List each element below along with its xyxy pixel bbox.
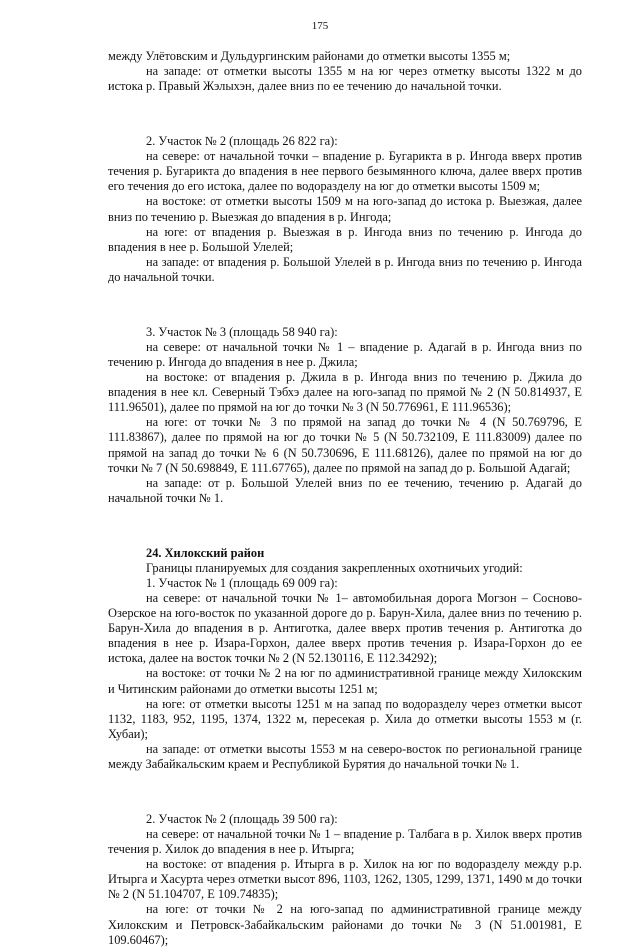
paragraph: 3. Участок № 3 (площадь 58 940 га): bbox=[146, 324, 338, 339]
paragraph: на севере: от начальной точки № 1 – впадение р. Талбага в р. Хилок вверх против течения р. Хилок до впадения в нее р. Итырга; bbox=[108, 826, 582, 857]
paragraph: Границы планируемых для создания закрепленных охотничьих угодий: bbox=[146, 560, 523, 575]
paragraph: на юге: от точки № 2 на юго-запад по административной границе между Хилокским и Петровск-Забайкальским районами до точки № 3 (N 51.001981, E 109.60467); bbox=[108, 902, 582, 947]
paragraph: 2. Участок № 2 (площадь 39 500 га): bbox=[146, 811, 338, 826]
paragraph-gap bbox=[108, 518, 582, 533]
paragraph: на востоке: от впадения р. Итырга в р. Хилок на юг по водоразделу между р.р. Итырга и Хасурта через отметки высот 896, 1103, 1262, 1305, 1299, 1371, 1490 м до точки № 2 (N 51.104707, E 109.74835); bbox=[108, 857, 582, 902]
paragraph-gap bbox=[108, 107, 582, 122]
page-number: 175 bbox=[311, 20, 329, 32]
paragraph: на востоке: от отметки высоты 1509 м на юго-запад до истока р. Выезжая, далее вниз по течению р. Выезжая до впадения в р. Ингода; bbox=[108, 194, 582, 224]
paragraph: на севере: от начальной точки – впадение р. Бугарикта в р. Ингода вверх против течения р. Бугарикта до впадения в нее первого безымянного ключа, далее вверх против его течения до его истока, далее по водоразделу на юг до отметки высоты 1509 м; bbox=[108, 149, 582, 194]
paragraph: на западе: от впадения р. Большой Улелей в р. Ингода вниз по течению р. Ингода до начальной точки. bbox=[108, 254, 582, 284]
paragraph: между Улётовским и Дульдургинским районами до отметки высоты 1355 м; bbox=[108, 49, 511, 63]
section-heading: 24. Хилокский район bbox=[146, 545, 265, 560]
paragraph: на западе: от отметки высоты 1355 м на юг через отметку высоты 1322 м до истока р. Правый Жэлыхэн, далее вниз по ее течению до начальной точки. bbox=[108, 64, 582, 94]
paragraph: на юге: от точки № 3 по прямой на запад до точки № 4 (N 50.769796, E 111.83867), далее по прямой на юг до точки № 5 (N 50.732109, E 111.83009) далее по прямой на запад до точки № 6 (N 50.730696, E 111.68126), далее по прямой на юг до точки № 7 (N 50.698849, E 111.67765), далее по прямой на запад до р. Большой Адагай; bbox=[108, 415, 582, 475]
paragraph: на западе: от отметки высоты 1553 м на северо-восток по региональной границе между Забайкальским краем и Республикой Бурятия до начальной точки № 1. bbox=[108, 741, 582, 771]
paragraph: на востоке: от впадения р. Джила в р. Ингода вниз по течению р. Джила до впадения в нее кл. Северный Тэбхэ далее на юго-запад по прямой № 2 (N 50.814937, E 111.96501), далее по прямой на юг до точки № 3 (N 50.776961, E 111.96536); bbox=[108, 370, 582, 415]
paragraph-gap bbox=[108, 784, 582, 799]
paragraph: на юге: от впадения р. Выезжая в р. Ингода вниз по течению р. Ингода до впадения в нее р. Большой Улелей; bbox=[108, 224, 582, 254]
paragraph: на юге: от отметки высоты 1251 м на запад по водоразделу через отметки высот 1132, 1183, 952, 1195, 1374, 1322 м, пересекая р. Хила до отметки высоты 1553 м (г. Хубаи); bbox=[108, 696, 582, 741]
paragraph: на севере: от начальной точки № 1– автомобильная дорога Могзон – Сосново-Озерское на юго-восток по указанной дороге до р. Барун-Хила, далее вниз по течению р. Барун-Хила до впадения в р. Антиготка, далее вверх против течения р. Антиготка до впадения в нее р. Изара-Горхон, далее вверх против течения р. Изара-Горхон до ее истока, далее на восток точки № 2 (N 52.130116, E 112.34292); bbox=[108, 590, 582, 666]
paragraph: на севере: от начальной точки № 1 – впадение р. Адагай в р. Ингода вниз по течению р. Ингода до впадения в нее р. Джила; bbox=[108, 339, 582, 369]
document-body bbox=[108, 49, 582, 948]
paragraph-gap bbox=[108, 297, 582, 312]
paragraph: на западе: от р. Большой Улелей вниз по ее течению, течению р. Адагай до начальной точки № 1. bbox=[108, 475, 582, 505]
paragraph: 1. Участок № 1 (площадь 69 009 га): bbox=[146, 575, 338, 590]
paragraph: на востоке: от точки № 2 на юг по административной границе между Хилокским и Читинским районами до отметки высоты 1251 м; bbox=[108, 666, 582, 696]
paragraph: 2. Участок № 2 (площадь 26 822 га): bbox=[146, 134, 338, 149]
